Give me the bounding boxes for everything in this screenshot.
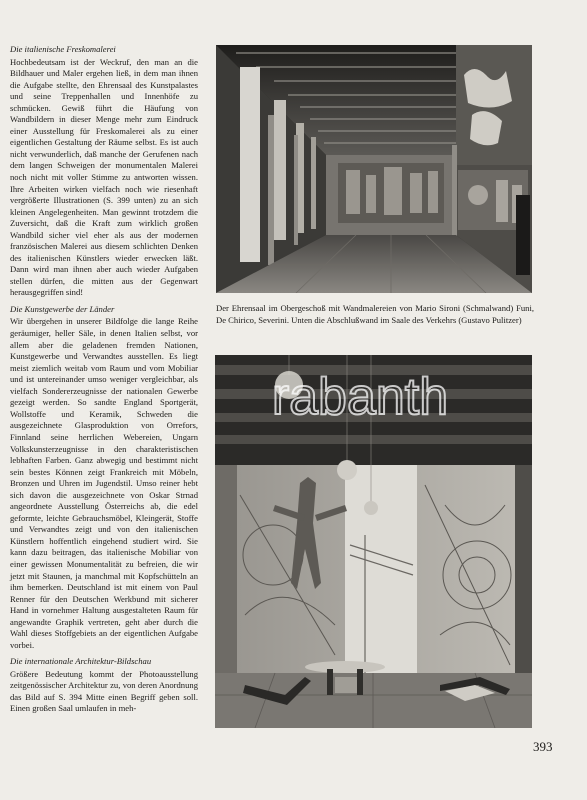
page-number: 393 <box>533 739 553 754</box>
watermark-text: rabanth <box>271 368 449 426</box>
section-architektur-bildschau <box>10 656 198 715</box>
section-heading: Die Kunstgewerbe der Länder <box>10 303 115 314</box>
text-column <box>10 44 198 720</box>
section-body: Größere Bedeutung kommt der Photoausstellung zeitgenössischer Architektur zu, von deren Anordnung das Bild auf S. 394 Mitte einen Begriff geben soll. Einen großen Saal umlaufen in meh- <box>10 668 198 714</box>
photo-caption: Der Ehrensaal im Obergeschoß mit Wandmalereien von Mario Sironi (Schmalwand) Funi, De Chirico, Severini. Unten die Abschlußwand im Saale des Verkehrs (Gustavo Pulitzer) <box>216 303 534 325</box>
section-heading: Die italienische Freskomalerei <box>10 44 116 54</box>
ehrensaal-photo <box>216 45 532 293</box>
section-heading: Die internationale Architektur-Bildschau <box>10 656 152 667</box>
ehrensaal-illustration <box>216 45 532 293</box>
section-body: Hochbedeutsam ist der Weckruf, den man an die Bildhauer und Maler ergehen ließ, in dem man ihnen die Aufgabe stellte, den Ehrensaal des Kunstpalastes und seine Treppenhallen und Innenhöfe zu schmücken. Gewiß führt die Häufung von Wandbildern in dieser Menge mehr zum Eindruck einer Ausstellung für Freskomalerei als zu einer eigentlichen Gestaltung der Räume selbst. Es ist auch nicht verwunderlich, daß manche der Gerufenen nach dem langen Schweigen der monumentalen Malerei noch nicht mit voller Stimme zu antworten wissen. Ihre Arbeiten wirken vielfach noch wie riesenhaft vergrößerte Illustrationen (S. 399 unten) zu an sich kleinen Angelegenheiten. Man gewinnt trotzdem die Zuversicht, daß die Kraft zum wirklich großen Wandbild sicher viel eher als aus der modernen französischen Malerei aus diesem schlichten Denken des italienischen Künstlers wieder erwecken läßt. Dann wird man ihnen aber auch wieder Aufgaben stellen dürfen, die mitten aus der Gegenwart herausgegriffen sind! <box>10 56 198 298</box>
section-freskomalerei <box>10 44 198 299</box>
section-body: Wir übergehen in unserer Bildfolge die lange Reihe geräumiger, heller Säle, in denen Italien selbst, vor allem aber die geladenen fremden Nationen, Kunstgewerbe und Verwandtes ausstellen. Es liegt meist ziemlich weitab vom Raum und vom Mobiliar und ist untereinander umso weniger vergleichbar, als vielfach Sondererzeugnisse der nationalen Gewerbe gezeigt werden. So sandte England Sportgerät, Wollstoffe und Keramik, Schweden die ausgezeichnete Glasproduktion von Orrefors, Finnland seine herrlichen Webereien, Ungarn Volkskunsterzeugnisse in den charakteristischen lebhaften Farben. Ganz abwegig und bestimmt nicht sein bestes Können zeigt Frankreich mit Möbeln, Bronzen und Uhren im Jugendstil. Umso reiner hebt sich davon die ausgezeichnete von Oskar Strnad angeordnete Ausstellung Österreichs ab, die edel geformte, leichte Gebrauchsmöbel, Kleingerät, Stoffe und Verwandtes zeigt und von den italienischen Künstlern hoffentlich eingehend studiert wird. Sie kann dazu beitragen, das italienische Mobiliar von einer gewissen Monumentalität zu befreien, die wir jetzt mit Staunen, ja manchmal mit Kopfschütteln an ihm bemerken. Deutschland ist mit einem von Paul Renner für den Deutschen Werkbund mit sicherer Hand in vornehmer Haltung ausgestalteten Raum für angewandte Graphik vertreten, geht aber durch die Wahl dieses Stoffgebiets an der eigentlichen Aufgabe vorbei. <box>10 316 198 650</box>
section-kunstgewerbe <box>10 304 198 651</box>
watermark-logo <box>243 362 478 432</box>
